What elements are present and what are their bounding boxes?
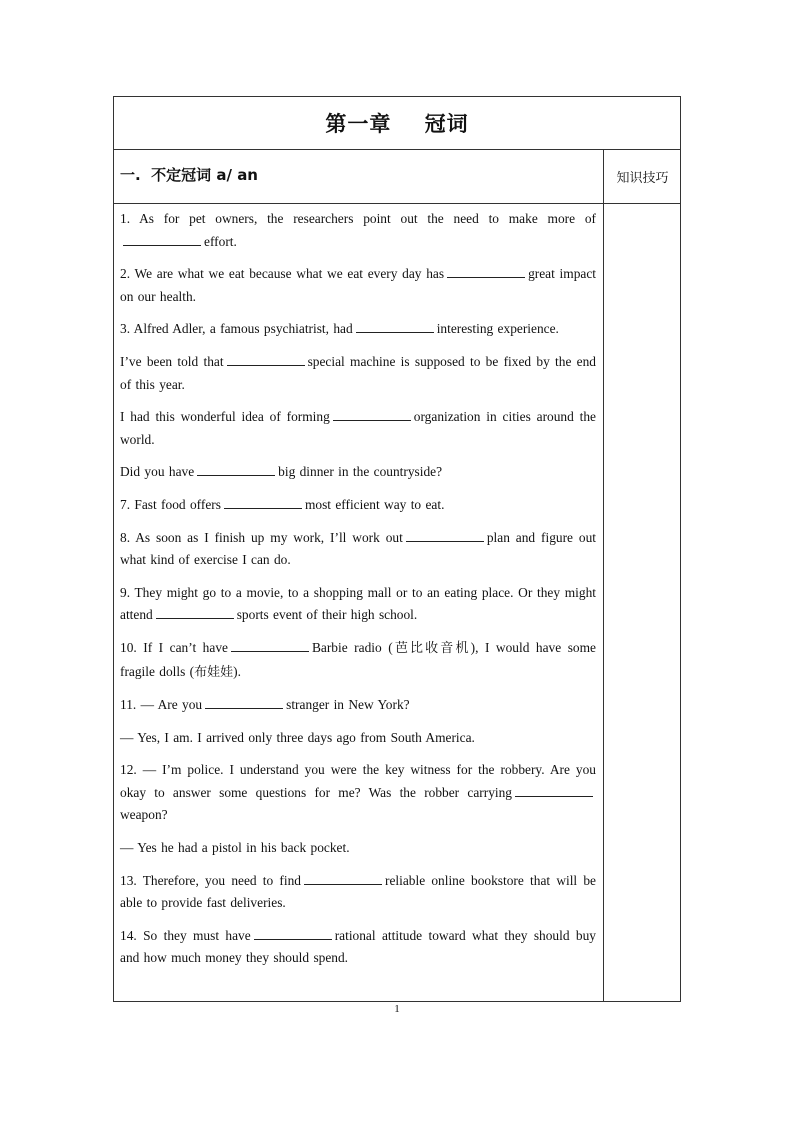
question-item: 13. Therefore, you need to find reliable online bookstore that will be able to provide fast deliveries. [120,872,596,911]
question-item: 10. If I can’t have Barbie radio (芭比收音机), I would have some fragile dolls (布娃娃). [120,639,596,680]
title-row [114,97,680,150]
question-item: 12. — I’m police. I understand you were the key witness for the robbery. Are you okay to answer some questions for me? Was the robber carryingweapon? [120,762,596,823]
question-item: 3. Alfred Adler, a famous psychiatrist, had interesting experience. [120,321,559,337]
answer-blank[interactable] [156,605,234,619]
question-item: 1. As for pet owners, the researchers point out the need to make more ofeffort. [120,211,596,249]
questions-row [114,204,680,1001]
page-number: 1 [394,1003,400,1015]
worksheet-table [113,96,681,1002]
answer-blank[interactable] [227,352,305,366]
question-list [120,208,596,980]
question-item: 9. They might go to a movie, to a shopping mall or to an eating place. Or they might attend sports event of their high school. [120,584,596,623]
answer-blank[interactable] [224,495,302,509]
question-item: 7. Fast food offers most efficient way to eat. [120,496,445,512]
dialogue-reply: — Yes he had a pistol in his back pocket. [120,840,350,856]
answer-blank[interactable] [205,695,283,709]
section-heading: 一. 不定冠词 a/ an [120,166,258,184]
question-item: 2. We are what we eat because what we eat every day has great impact on our health. [120,266,596,304]
question-item: Did you have big dinner in the countryside? [120,464,443,480]
answer-blank[interactable] [304,871,382,885]
question-item: 8. As soon as I finish up my work, I’ll work out plan and figure out what kind of exercise I can do. [120,529,597,568]
answer-blank[interactable] [406,528,484,542]
section-row [114,150,680,204]
answer-blank[interactable] [447,264,525,278]
answer-blank[interactable] [197,462,275,476]
question-item: I had this wonderful idea of forming organization in cities around the world. [120,409,596,447]
chapter-title: 第一章 冠词 [325,112,469,136]
dialogue-reply: — Yes, I am. I arrived only three days ago from South America. [120,729,475,745]
knowledge-tips-column [603,204,681,1001]
question-item: 14. So they must have rational attitude toward what they should buy and how much money they should spend. [120,927,596,966]
question-item: I’ve been told that special machine is supposed to be fixed by the end of this year. [120,353,596,392]
answer-blank[interactable] [231,638,309,652]
answer-blank[interactable] [356,319,434,333]
answer-blank[interactable] [254,926,332,940]
question-item: 11. — Are you stranger in New York? [120,697,410,713]
answer-blank[interactable] [333,407,411,421]
answer-blank[interactable] [123,232,201,246]
knowledge-tips-label: 知识技巧 [603,150,681,203]
answer-blank[interactable] [515,783,593,797]
